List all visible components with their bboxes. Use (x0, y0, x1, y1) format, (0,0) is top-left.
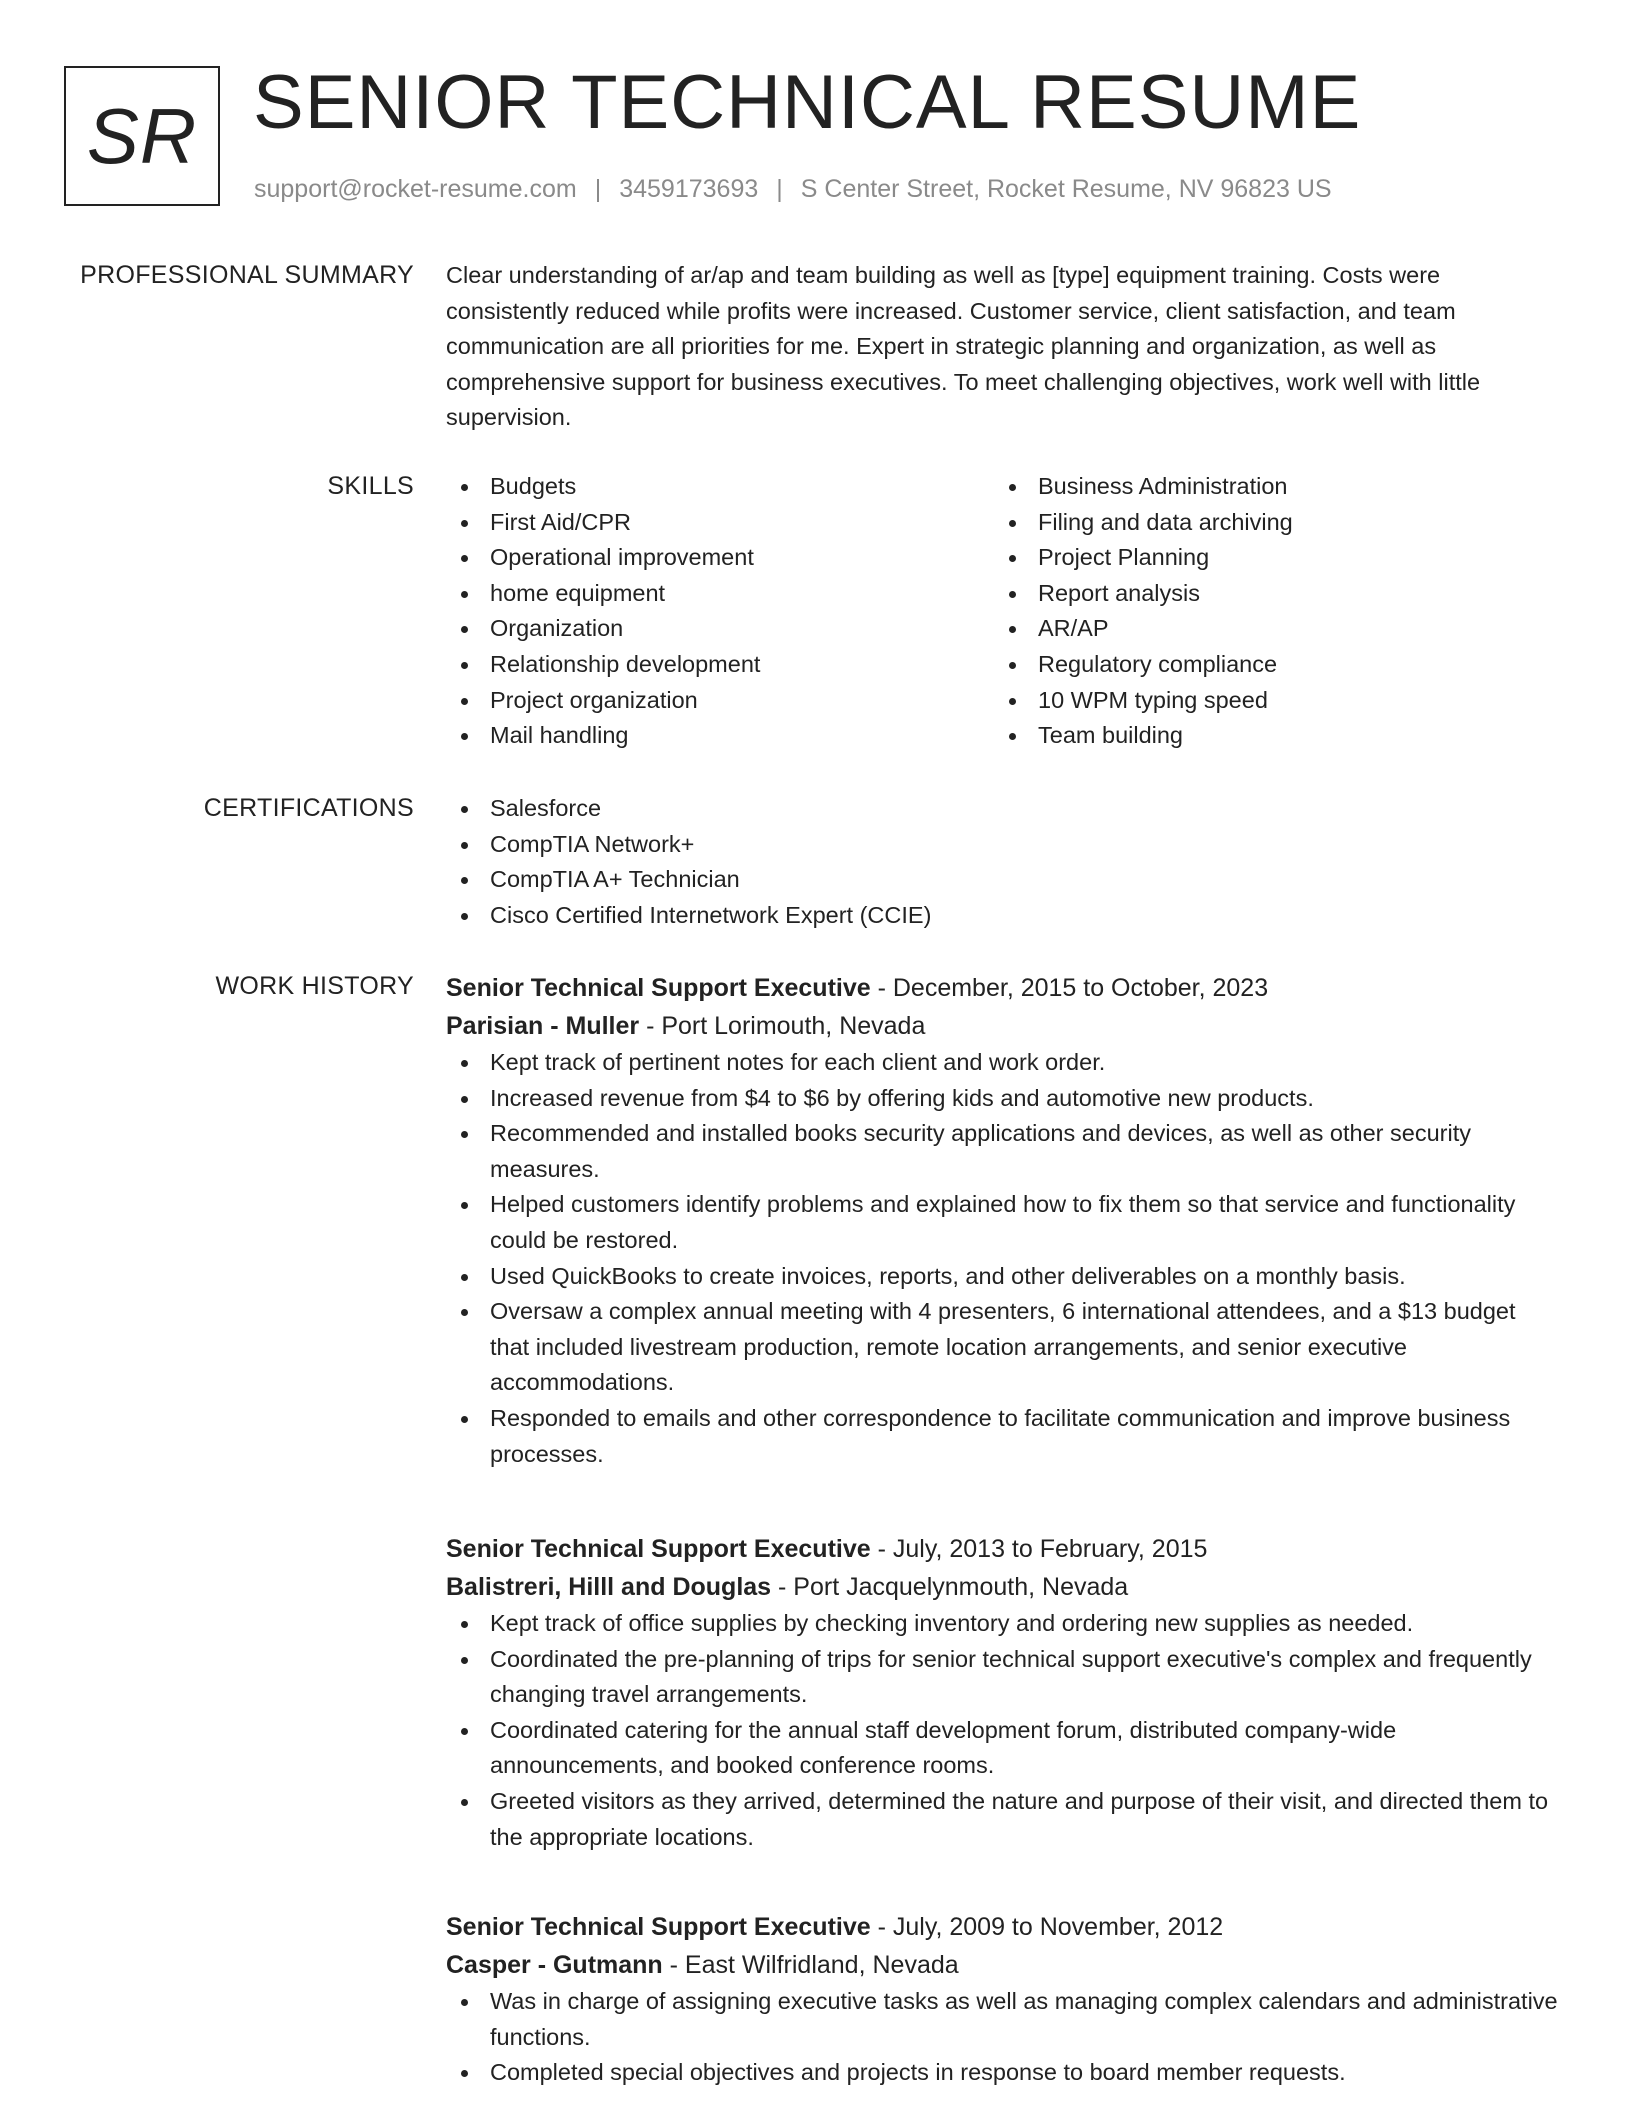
skill-item: Team building (994, 718, 1542, 754)
job-bullet: Increased revenue from $4 to $6 by offering kids and automotive new products. (446, 1081, 1560, 1117)
job-company-line (446, 1946, 1560, 1984)
certification-item: CompTIA Network+ (446, 827, 1560, 863)
skill-item: Budgets (446, 469, 994, 505)
job-title-line (446, 1908, 1560, 1946)
job-bullet: Used QuickBooks to create invoices, reports, and other deliverables on a monthly basis. (446, 1259, 1560, 1295)
job-company: Parisian - Muller (446, 1012, 640, 1040)
skills-list-right (994, 469, 1542, 754)
job-bullet-list (446, 1606, 1560, 1855)
job-bullet: Oversaw a complex annual meeting with 4 presenters, 6 international attendees, and a $13 budget that included livestream production, remote location arrangements, and senior executive accommodations. (446, 1294, 1560, 1401)
certifications-body (446, 791, 1560, 933)
job-bullet: Helped customers identify problems and explained how to fix them so that service and functionality could be restored. (446, 1187, 1560, 1258)
job-bullet: Coordinated catering for the annual staff development forum, distributed company-wide announcements, and booked conference rooms. (446, 1713, 1560, 1784)
section-label-work-history: WORK HISTORY (215, 972, 414, 1000)
skill-item: Mail handling (446, 718, 994, 754)
skills-list-left (446, 469, 994, 754)
contact-separator: | (594, 175, 602, 203)
job-dates: - December, 2015 to October, 2023 (870, 974, 1269, 1002)
skill-item: Project Planning (994, 540, 1542, 576)
skill-item: Filing and data archiving (994, 505, 1542, 541)
section-label-skills: SKILLS (327, 472, 414, 500)
section-label-summary: PROFESSIONAL SUMMARY (80, 261, 414, 289)
skill-item: First Aid/CPR (446, 505, 994, 541)
monogram-logo: SR (64, 66, 220, 206)
skill-item: Relationship development (446, 647, 994, 683)
job-bullet: Kept track of office supplies by checking inventory and ordering new supplies as needed. (446, 1606, 1560, 1642)
contact-separator: | (776, 175, 783, 203)
skill-item: home equipment (446, 576, 994, 612)
skill-item: Organization (446, 611, 994, 647)
job-entry (446, 1908, 1560, 2091)
job-dates: - July, 2013 to February, 2015 (870, 1535, 1208, 1563)
contact-phone: 3459173693 (619, 175, 759, 203)
section-label-certifications: CERTIFICATIONS (203, 794, 414, 822)
job-title-line (446, 969, 1560, 1007)
skill-item: Business Administration (994, 469, 1542, 505)
job-bullet: Coordinated the pre-planning of trips for senior technical support executive's complex and frequently changing travel arrangements. (446, 1642, 1560, 1713)
certifications-list (446, 791, 1560, 933)
job-bullet: Completed special objectives and projects in response to board member requests. (446, 2055, 1560, 2091)
job-bullet: Kept track of pertinent notes for each client and work order. (446, 1045, 1560, 1081)
job-entry (446, 969, 1560, 1472)
job-entry (446, 1530, 1560, 1855)
job-company-line (446, 1007, 1560, 1045)
skill-item: AR/AP (994, 611, 1542, 647)
resume-title: SENIOR TECHNICAL RESUME (253, 60, 1362, 145)
certification-item: Cisco Certified Internetwork Expert (CCIE) (446, 898, 1560, 934)
summary-text: Clear understanding of ar/ap and team building as well as [type] equipment training. Costs were consistently reduced while profits were increased. Customer service, client satisfaction, and team communication are all priorities for me. Expert in strategic planning and organization, as well as comprehensive support for business executives. To meet challenging objectives, work well with little supervision. (446, 262, 1481, 431)
job-bullet: Greeted visitors as they arrived, determined the nature and purpose of their visit, and directed them to the appropriate locations. (446, 1784, 1560, 1855)
skill-item: Regulatory compliance (994, 647, 1542, 683)
job-location: - Port Jacquelynmouth, Nevada (771, 1573, 1129, 1601)
job-location: - East Wilfridland, Nevada (662, 1951, 959, 1979)
job-bullet: Recommended and installed books security applications and devices, as well as other security measures. (446, 1116, 1560, 1187)
job-bullet: Responded to emails and other correspondence to facilitate communication and improve business processes. (446, 1401, 1560, 1472)
job-title-line (446, 1530, 1560, 1568)
skill-item: Project organization (446, 683, 994, 719)
skills-body (446, 469, 1560, 754)
contact-address: S Center Street, Rocket Resume, NV 96823 US (800, 175, 1332, 203)
contact-line (254, 172, 1332, 206)
summary-body (446, 258, 1560, 436)
job-company: Casper - Gutmann (446, 1951, 663, 1979)
skill-item: 10 WPM typing speed (994, 683, 1542, 719)
job-bullet-list (446, 1984, 1560, 2091)
job-bullet-list (446, 1045, 1560, 1472)
contact-email: support@rocket-resume.com (254, 175, 577, 203)
job-title: Senior Technical Support Executive (446, 974, 871, 1002)
job-title: Senior Technical Support Executive (446, 1913, 871, 1941)
job-company-line (446, 1568, 1560, 1606)
job-company: Balistreri, Hilll and Douglas (446, 1573, 772, 1601)
job-bullet: Was in charge of assigning executive tasks as well as managing complex calendars and administrative functions. (446, 1984, 1560, 2055)
skill-item: Report analysis (994, 576, 1542, 612)
certification-item: Salesforce (446, 791, 1560, 827)
skill-item: Operational improvement (446, 540, 994, 576)
job-dates: - July, 2009 to November, 2012 (870, 1913, 1224, 1941)
job-location: - Port Lorimouth, Nevada (639, 1012, 926, 1040)
job-title: Senior Technical Support Executive (446, 1535, 871, 1563)
certification-item: CompTIA A+ Technician (446, 862, 1560, 898)
